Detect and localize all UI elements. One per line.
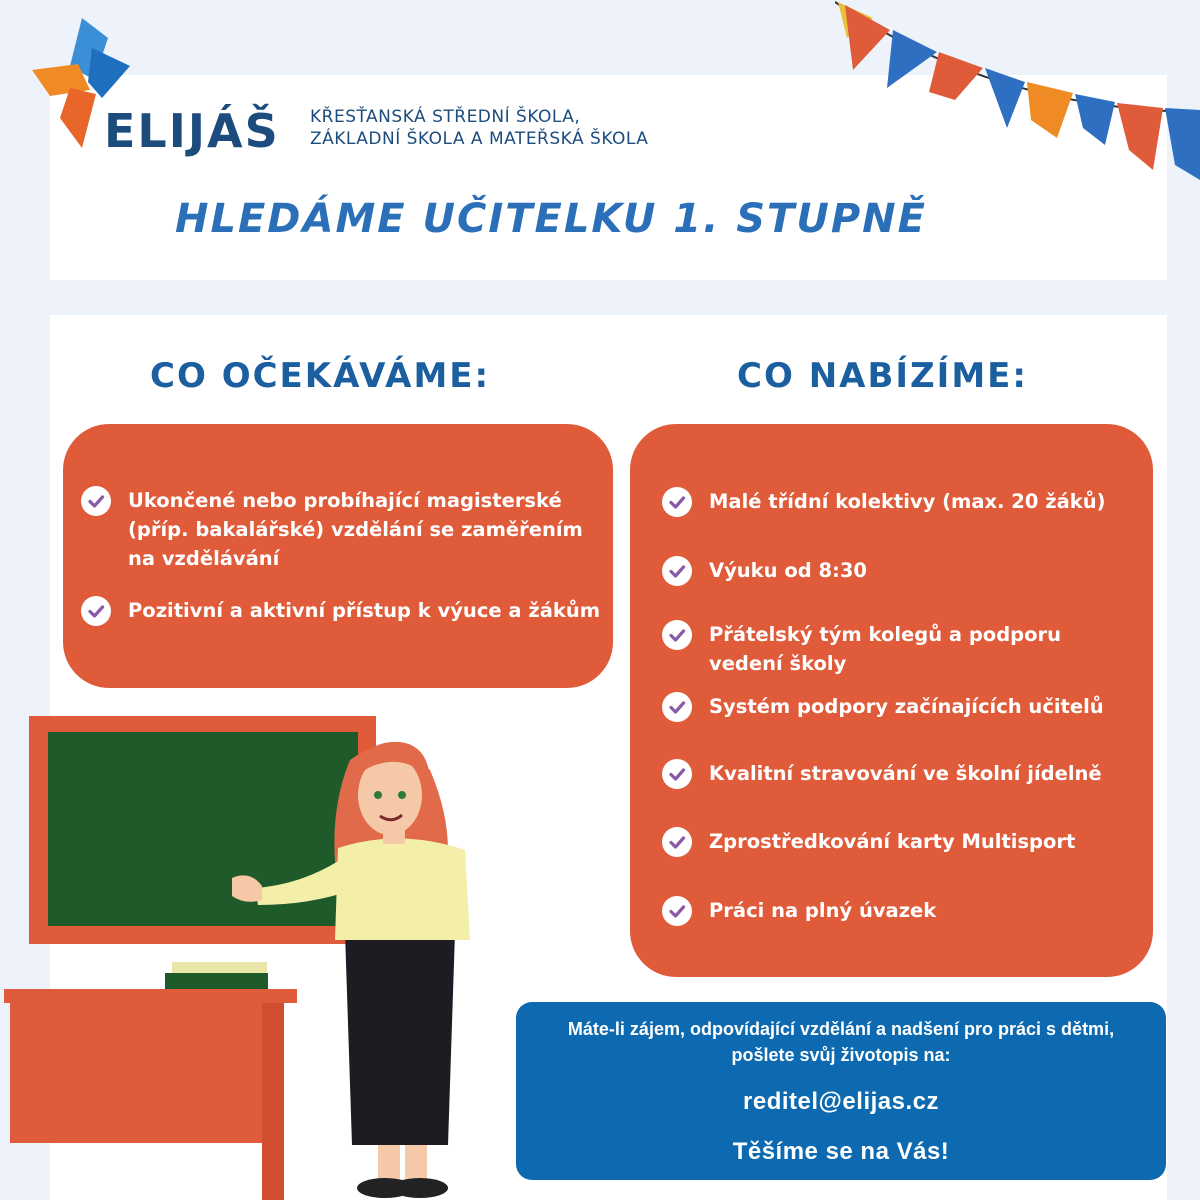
expectation-text: Pozitivní a aktivní přístup k výuce a žákům (128, 599, 601, 622)
offer-text: Kvalitní stravování ve školní jídelně (709, 762, 1102, 785)
expectation-text: Ukončené nebo probíhající magisterské (příp. bakalářské) vzdělání se zaměřením na vzdělávání (128, 489, 583, 570)
offer-item (662, 759, 1152, 789)
expectation-item (81, 486, 611, 573)
check-icon (81, 596, 111, 626)
check-icon (662, 620, 692, 650)
closing-text: Těšíme se na Vás! (732, 1138, 950, 1165)
check-icon (662, 759, 692, 789)
brand-subtitle-line2: ZÁKLADNÍ ŠKOLA A MATEŘSKÁ ŠKOLA (310, 129, 649, 149)
contact-text: Máte-li zájem, odpovídající vzdělání a nadšení pro práci s dětmi, pošlete svůj životopis na: (567, 1019, 1115, 1065)
check-icon (662, 896, 692, 926)
offer-item (662, 827, 1152, 857)
offer-text: Práci na plný úvazek (709, 899, 937, 922)
offer-item (662, 896, 1152, 926)
contact-email-link[interactable]: reditel@elijas.cz (743, 1088, 939, 1115)
contact-box (516, 1002, 1166, 1180)
offer-item (662, 556, 1152, 586)
check-icon (662, 487, 692, 517)
brand-subtitle-line1: KŘESŤANSKÁ STŘEDNÍ ŠKOLA, (310, 107, 581, 127)
brand-name: ELIJÁŠ (104, 104, 280, 158)
offer-text: Přátelský tým kolegů a podporu vedení školy (709, 623, 1062, 675)
offer-text: Systém podpory začínajících učitelů (709, 695, 1104, 718)
check-icon (662, 692, 692, 722)
offer-item (662, 487, 1152, 517)
bunting-flags (835, 0, 1200, 200)
offer-item (662, 692, 1152, 722)
check-icon (662, 827, 692, 857)
page-title: HLEDÁME UČITELKU 1. STUPNĚ (175, 196, 927, 242)
check-icon (662, 556, 692, 586)
offer-text: Zprostředkování karty Multisport (709, 830, 1076, 853)
expectation-item (81, 596, 611, 626)
teacher-illustration (0, 700, 500, 1200)
offer-text: Výuku od 8:30 (709, 559, 867, 582)
offer-text: Malé třídní kolektivy (max. 20 žáků) (709, 490, 1106, 513)
offer-item (662, 620, 1132, 678)
offers-title: CO NABÍZÍME: (737, 356, 1028, 396)
check-icon (81, 486, 111, 516)
brand-subtitle (310, 106, 648, 150)
expectations-title: CO OČEKÁVÁME: (150, 356, 491, 396)
